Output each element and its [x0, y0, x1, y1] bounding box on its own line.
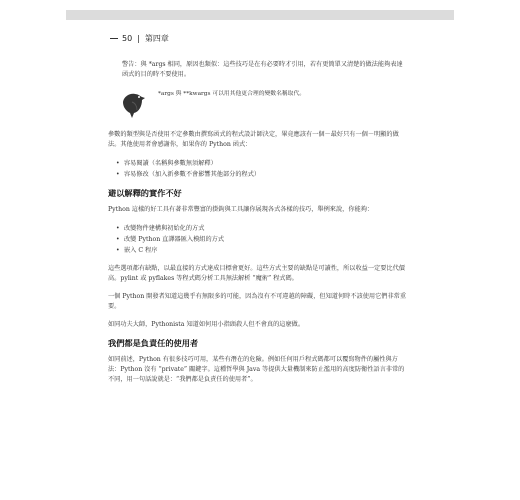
list-item: • 容易閱讀（名稱與參數無須解釋）: [116, 160, 217, 167]
paragraph-5: 如同功夫大師，Pythonista 知道如何用小指頭殺人但不會真的這麼做。: [108, 321, 305, 328]
crow-icon: [120, 88, 146, 118]
page-header: [110, 33, 169, 44]
paragraph-6: 如同前述，Python 有很多技巧可用，某些有潛在的危險。例如任何用戶程式碼都可以覆寫物件的屬性與方法：Python 沒有 “private” 關鍵字。這種哲學與 Java 等提供大量機制來防止濫用的高度防衛性語言非常的不同，用一句話說就是：“我們都是負責任的使用者”。: [108, 356, 405, 383]
page-number: 50: [122, 34, 133, 43]
paragraph-1: 參數的類型與是否使用不定參數由撰寫函式的程式設計師決定，畢竟應該有一個－最好只有一個－明顯的做法。其他使用者會感謝你，如果你的 Python 函式：: [108, 131, 399, 148]
section-heading-2: 我們都是負責任的使用者: [108, 338, 199, 348]
section-heading-1: 避以解釋的實作不好: [108, 188, 182, 198]
list-item: • 改變物件建構與初始化的方式: [116, 225, 205, 232]
paragraph-4: 一個 Python 開發者知道這幾乎有無限多的可能，因為沒有不可違越的障礙，但知道何時不該使用它們非常重要。: [108, 293, 407, 310]
warning-paragraph: 警告：與 *args 相同，原因也類似：這些技巧是在有必要時才引用，若有更簡單又清楚的做法能夠表達函式的目的時不要使用。: [122, 61, 403, 78]
chapter-title: 第四章: [144, 34, 169, 43]
list-item: • 嵌入 C 程序: [116, 247, 158, 254]
paragraph-2: Python 這樣的好工具有著非常豐富的掛鉤與工具讓你展現各式各樣的技巧，舉例來說，你能夠：: [108, 206, 374, 213]
tip-text: *args 與 **kwargs 可以用其他更合理的變數名稱取代。: [158, 91, 306, 97]
header-separator: |: [137, 34, 140, 43]
list-item: • 改變 Python 直譯器匯入模組的方式: [116, 236, 225, 243]
list-1: [108, 158, 408, 180]
top-bar: [66, 10, 454, 20]
header-rule: [110, 38, 118, 39]
paragraph-3: 這些選項都有缺點，以最直接的方式達成目標會更好。這些方式主要的缺點是可讀性，所以收益一定要比代價高。pylint 或 pyflakes 等程式碼分析工具無法解析 “魔術” 程式碼。: [108, 265, 405, 282]
list-item: • 容易修改（加入新參數不會影響其他部分的程式）: [116, 171, 261, 178]
page-body: [108, 60, 408, 393]
list-2: [108, 223, 408, 256]
tip-box: [120, 88, 408, 122]
